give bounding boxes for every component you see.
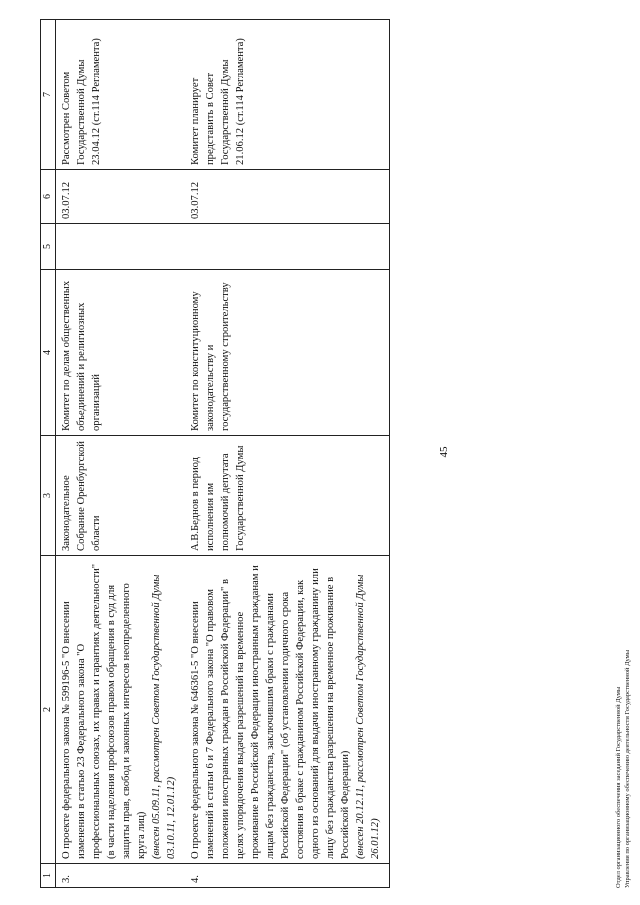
column-header: 5 bbox=[41, 224, 56, 270]
row-number: 3. bbox=[56, 864, 186, 888]
committee-cell: Комитет по делам общественных объединений и религиозных организаций bbox=[56, 270, 186, 436]
bill-note: (внесен 20.12.11, рассмотрен Советом Государственной Думы 26.01.12) bbox=[355, 574, 381, 859]
footer-line-2: Управления по организационному обеспечению деятельности Государственной Думы bbox=[624, 649, 631, 888]
bill-note: (внесен 05.09.11, рассмотрен Советом Государственной Думы 03.10.11, 12.01.12) bbox=[151, 574, 177, 859]
table-row bbox=[56, 20, 186, 888]
column-number-header bbox=[41, 20, 56, 888]
column-header: 1 bbox=[41, 864, 56, 888]
column-5-cell bbox=[185, 224, 390, 270]
column-header: 4 bbox=[41, 270, 56, 436]
column-header: 7 bbox=[41, 20, 56, 170]
footer bbox=[614, 650, 632, 888]
bill-title: О проекте федерального закона № 646361-5 "О внесении изменений в статьи 6 и 7 Федерального закона "О правовом положении иностранных граждан в Российской Федерации" в целях упорядочения выдачи разрешений на временное проживание в Российской Федерации иностранным гражданам и лицам без гражданства, заключившим браки с гражданами Российской Федерации" (об установлении годичного срока состояния в браке с гражданином Российской Федерации, как одного из оснований для выдачи иностранному гражданину или лицу без гражданства разрешения на временное проживание в Российской Федерации) bbox=[190, 565, 351, 859]
footer-line-1: Отдел организационного обеспечения заседаний Государственной Думы bbox=[615, 686, 622, 888]
column-header: 2 bbox=[41, 556, 56, 864]
bill-title: О проекте федерального закона № 599196-5 "О внесении изменения в статью 23 Федерального закона "О профессиональных союзах, их правах и гарантиях деятельности" (в части наделения профсоюзов правом обращения в суд для защиты прав, свобод и законных интересов неопределенного круга лиц) bbox=[61, 563, 147, 859]
column-header: 6 bbox=[41, 170, 56, 224]
row-number: 4. bbox=[185, 864, 390, 888]
bill-description-cell bbox=[185, 556, 390, 864]
committee-cell: Комитет по конституционному законодательству и государственному строительству bbox=[185, 270, 390, 436]
status-cell: Комитет планирует представить в Совет Государственной Думы 21.06.12 (ст.114 Регламента) bbox=[185, 20, 390, 170]
rotated-document-sheet bbox=[0, 2, 640, 902]
column-5-cell bbox=[56, 224, 186, 270]
table-row bbox=[185, 20, 390, 888]
date-cell: 03.07.12 bbox=[56, 170, 186, 224]
column-header: 3 bbox=[41, 436, 56, 556]
initiator-cell: А.В.Беднов в период исполнения им полномочий депутата Государственной Думы bbox=[185, 436, 390, 556]
date-cell: 03.07.12 bbox=[185, 170, 390, 224]
initiator-cell: Законодательное Собрание Оренбургской области bbox=[56, 436, 186, 556]
bill-description-cell bbox=[56, 556, 186, 864]
bills-table bbox=[40, 19, 390, 888]
page-number: 45 bbox=[438, 446, 450, 458]
status-cell: Рассмотрен Советом Государственной Думы 23.04.12 (ст.114 Регламента) bbox=[56, 20, 186, 170]
